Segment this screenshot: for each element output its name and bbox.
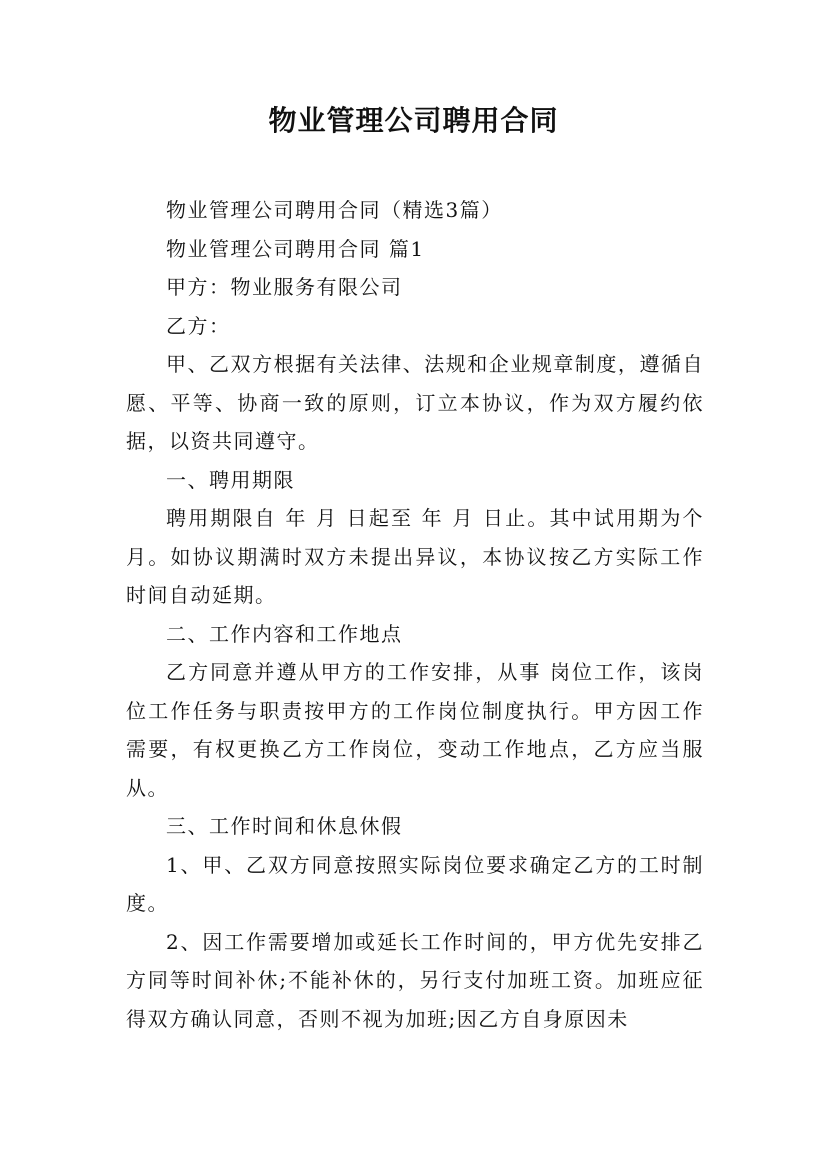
paragraph-working-hours-2: 2、因工作需要增加或延长工作时间的，甲方优先安排乙方同等时间补休;不能补休的，另行支付加班工资。加班应征得双方确认同意，否则不视为加班;因乙方自身原因未 <box>126 929 704 1031</box>
heading-working-hours: 三、工作时间和休息休假 <box>166 814 403 838</box>
heading-work-content: 二、工作内容和工作地点 <box>166 621 403 646</box>
paragraph-working-hours-1: 1、甲、乙双方同意按照实际岗位要求确定乙方的工时制度。 <box>126 852 704 915</box>
paragraph-work-content: 乙方同意并遵从甲方的工作安排，从事 岗位工作，该岗位工作任务与职责按甲方的工作岗位制度执行。甲方因工作需要，有权更换乙方工作岗位，变动工作地点，乙方应当服从。 <box>126 660 704 800</box>
paragraph-section-heading: 物业管理公司聘用合同 篇1 <box>166 236 425 261</box>
document-title: 物业管理公司聘用合同 <box>268 104 559 137</box>
paragraph-party-a: 甲方：物业服务有限公司 <box>166 275 403 299</box>
document-body <box>126 191 704 1038</box>
paragraph-preamble: 甲、乙双方根据有关法律、法规和企业规章制度，遵循自愿、平等、协商一致的原则，订立本协议，作为双方履约依据，以资共同遵守。 <box>126 352 704 453</box>
paragraph-subtitle: 物业管理公司聘用合同（精选3篇） <box>166 198 503 222</box>
paragraph-party-b: 乙方： <box>166 313 231 338</box>
heading-employment-term: 一、聘用期限 <box>166 467 295 492</box>
paragraph-employment-term: 聘用期限自 年 月 日起至 年 月 日止。其中试用期为个月。如协议期满时双方未提出异议，本协议按乙方实际工作时间自动延期。 <box>126 506 704 607</box>
